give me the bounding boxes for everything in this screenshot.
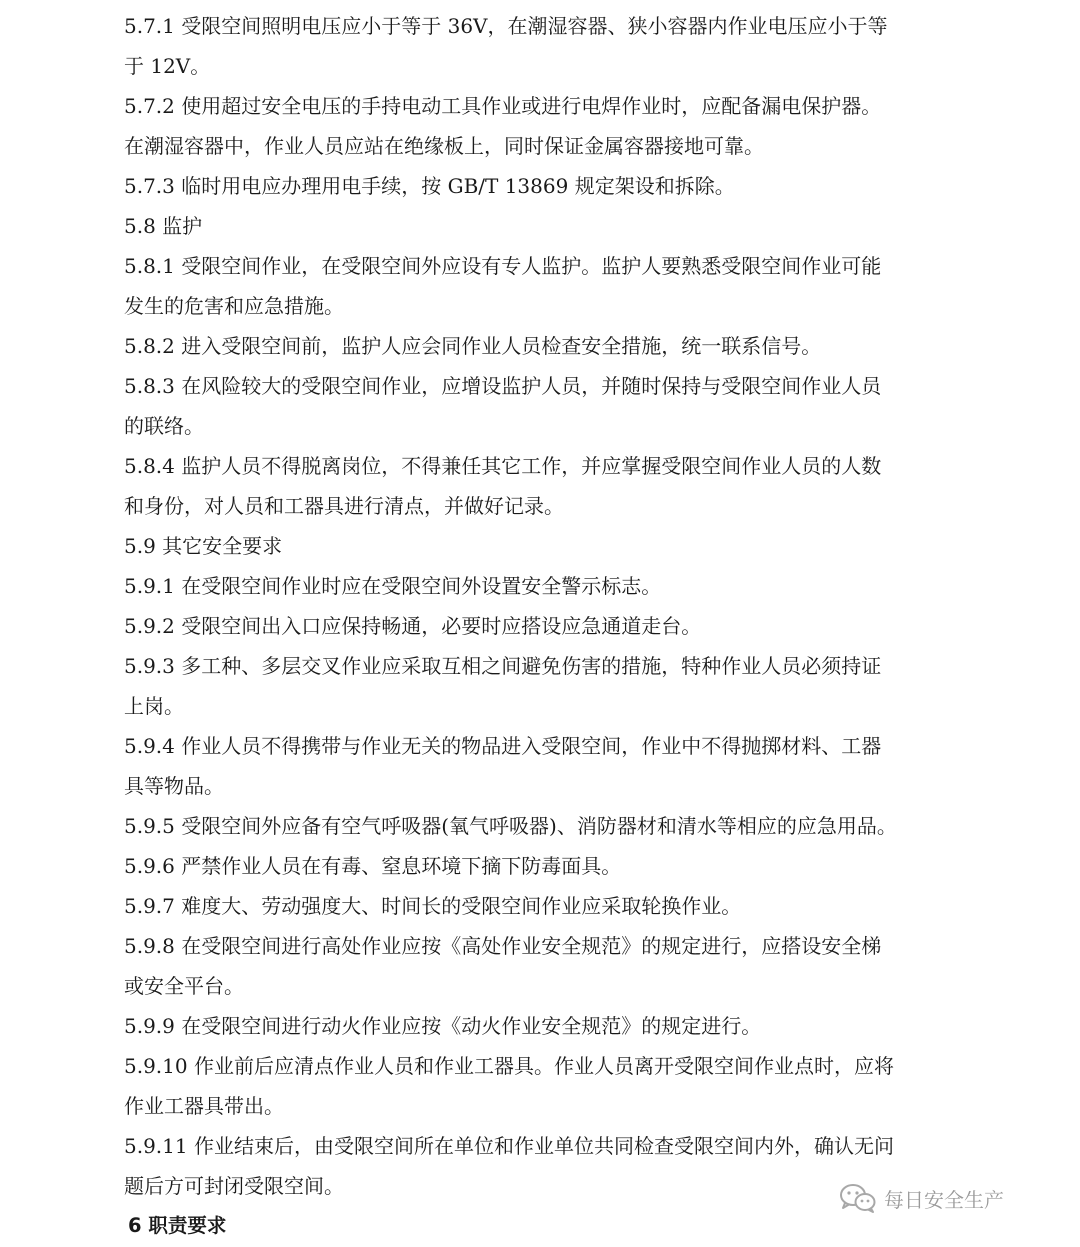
text-line: 5.8.2 进入受限空间前，监护人应会同作业人员检查安全措施，统一联系信号。 <box>124 334 822 358</box>
text-line: 5.9.5 受限空间外应备有空气呼吸器(氧气呼吸器)、消防器材和清水等相应的应急用品。 <box>124 814 897 838</box>
text-line: 5.9.1 在受限空间作业时应在受限空间外设置安全警示标志。 <box>124 574 662 598</box>
section-title: 5.9 其它安全要求 <box>124 534 283 558</box>
text-line: 5.9.3 多工种、多层交叉作业应采取互相之间避免伤害的措施，特种作业人员必须持证 <box>124 654 882 678</box>
text-line: 5.9.10 作业前后应清点作业人员和作业工器具。作业人员离开受限空间作业点时，应将 <box>124 1054 894 1078</box>
text-line: 5.7.2 使用超过安全电压的手持电动工具作业或进行电焊作业时，应配备漏电保护器。 <box>124 94 882 118</box>
text-line: 发生的危害和应急措施。 <box>124 294 344 318</box>
text-line: 5.9.4 作业人员不得携带与作业无关的物品进入受限空间，作业中不得抛掷材料、工器 <box>124 734 882 758</box>
text-line: 具等物品。 <box>124 774 224 798</box>
text-line: 或安全平台。 <box>124 974 244 998</box>
chapter-heading: 6 职责要求 <box>128 1214 227 1237</box>
watermark <box>838 1180 1004 1216</box>
section-title: 5.8 监护 <box>124 214 203 238</box>
text-line: 5.8.4 监护人员不得脱离岗位，不得兼任其它工作，并应掌握受限空间作业人员的人数 <box>124 454 882 478</box>
text-line: 5.8.1 受限空间作业，在受限空间外应设有专人监护。监护人要熟悉受限空间作业可能 <box>124 254 882 278</box>
text-line: 5.7.1 受限空间照明电压应小于等于 36V，在潮湿容器、狭小容器内作业电压应小于等 <box>124 14 888 38</box>
text-line: 和身份，对人员和工器具进行清点，并做好记录。 <box>124 494 564 518</box>
watermark-text: 每日安全生产 <box>884 1187 1004 1212</box>
wechat-icon <box>838 1181 878 1215</box>
text-line: 在潮湿容器中，作业人员应站在绝缘板上，同时保证金属容器接地可靠。 <box>124 134 764 158</box>
document-body <box>124 6 956 1246</box>
text-line: 5.9.8 在受限空间进行高处作业应按《高处作业安全规范》的规定进行，应搭设安全梯 <box>124 934 882 958</box>
text-line: 5.9.9 在受限空间进行动火作业应按《动火作业安全规范》的规定进行。 <box>124 1014 762 1038</box>
text-line: 于 12V。 <box>124 54 211 78</box>
text-line: 作业工器具带出。 <box>124 1094 284 1118</box>
text-line: 题后方可封闭受限空间。 <box>124 1174 344 1198</box>
text-line: 5.9.6 严禁作业人员在有毒、窒息环境下摘下防毒面具。 <box>124 854 622 878</box>
text-line: 5.9.7 难度大、劳动强度大、时间长的受限空间作业应采取轮换作业。 <box>124 894 742 918</box>
text-line: 5.9.2 受限空间出入口应保持畅通，必要时应搭设应急通道走台。 <box>124 614 702 638</box>
text-line: 5.9.11 作业结束后，由受限空间所在单位和作业单位共同检查受限空间内外，确认无问 <box>124 1134 894 1158</box>
text-line: 上岗。 <box>124 694 184 718</box>
text-line: 的联络。 <box>124 414 204 438</box>
text-line: 5.8.3 在风险较大的受限空间作业，应增设监护人员，并随时保持与受限空间作业人员 <box>124 374 882 398</box>
text-line: 5.7.3 临时用电应办理用电手续，按 GB/T 13869 规定架设和拆除。 <box>124 174 735 198</box>
